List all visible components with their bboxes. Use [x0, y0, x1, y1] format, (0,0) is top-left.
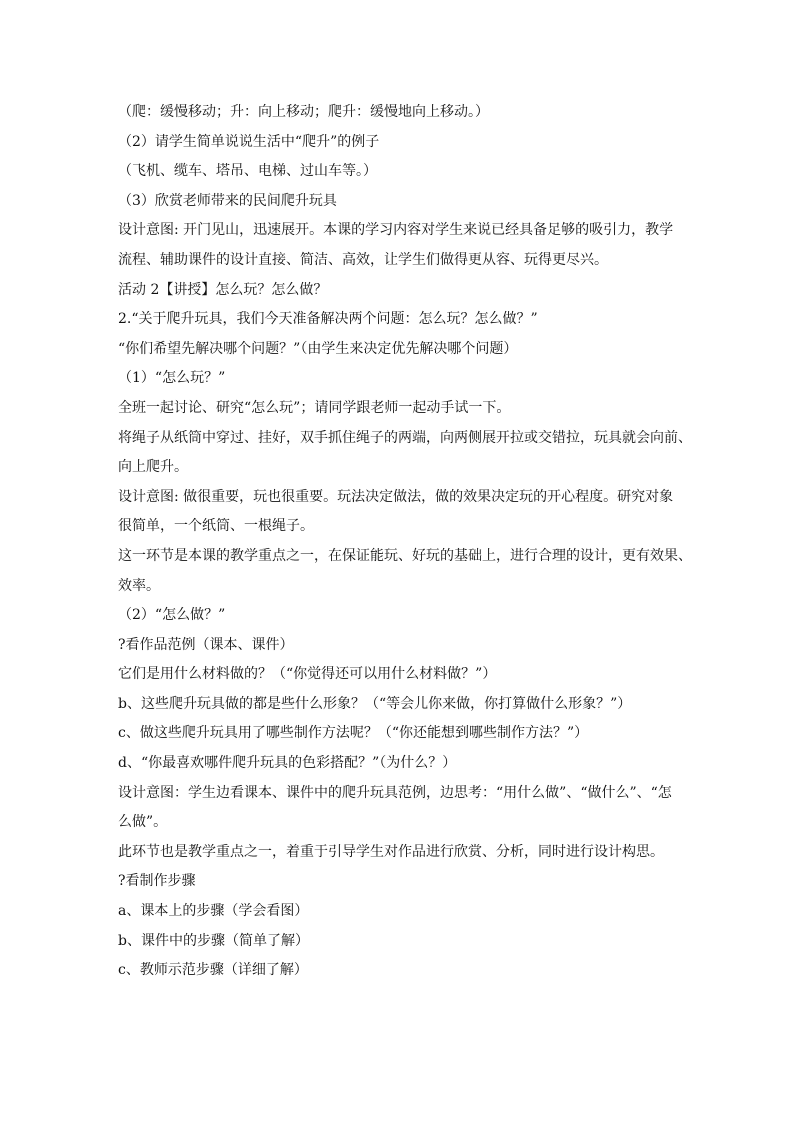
text-line: 这一环节是本课的教学重点之一，在保证能玩、好玩的基础上，进行合理的设计，更有效果、: [118, 547, 692, 564]
text-line: b、课件中的步骤（简单了解）: [118, 932, 309, 949]
text-line: d、“你最喜欢哪件爬升玩具的色彩搭配？”（为什么？）: [118, 755, 457, 772]
text-line: （爬：缓慢移动；升：向上移动；爬升：缓慢地向上移动。）: [118, 104, 489, 120]
text-line: 全班一起讨论、研究“怎么玩”；请同学跟老师一起动手试一下。: [118, 399, 511, 416]
text-line: （2）请学生简单说说生活中“爬升”的例子: [118, 133, 380, 150]
text-line: （3）欣赏老师带来的民间爬升玩具: [118, 192, 337, 209]
document-body: [118, 102, 692, 990]
text-line: a、课本上的步骤（学会看图）: [118, 903, 309, 920]
text-line: （飞机、缆车、塔吊、电梯、过山车等。）: [118, 163, 377, 180]
text-line: 将绳子从纸筒中穿过、挂好，双手抓住绳子的两端，向两侧展开拉或交错拉，玩具就会向前、: [118, 429, 692, 446]
text-line: 流程、辅助课件的设计直接、简洁、高效，让学生们做得更从容、玩得更尽兴。: [118, 251, 608, 268]
section-heading: 活动 2【讲授】怎么玩？怎么做？: [118, 281, 328, 298]
text-line: 设计意图: 做很重要，玩也很重要。玩法决定做法，做的效果决定玩的开心程度。研究对象: [118, 488, 674, 505]
text-line: 向上爬升。: [118, 459, 188, 476]
text-line: c、做这些爬升玩具用了哪些制作方法呢？（“你还能想到哪些制作方法？”）: [118, 725, 589, 742]
text-line: 很简单，一个纸筒、一根绳子。: [118, 518, 314, 535]
text-line: 效率。: [118, 577, 160, 594]
text-line: 设计意图：学生边看课本、课件中的爬升玩具范例，边思考：“用什么做”、“做什么”、“怎: [118, 784, 672, 801]
text-line: （2）“怎么做？”: [118, 607, 226, 624]
text-line: 设计意图: 开门见山，迅速展开。本课的学习内容对学生来说已经具备足够的吸引力，教学: [118, 222, 674, 239]
text-line: 此环节也是教学重点之一，着重于引导学生对作品进行欣赏、分析，同时进行设计构思。: [118, 843, 664, 860]
text-line: ?看制作步骤: [118, 873, 196, 890]
text-line: b、这些爬升玩具做的都是些什么形象？（“等会儿你来做，你打算做什么形象？”）: [118, 695, 632, 712]
text-line: （1）“怎么玩？”: [118, 370, 226, 387]
text-line: ?看作品范例（课本、课件）: [118, 636, 294, 653]
text-line: 2.“关于爬升玩具，我们今天准备解决两个问题：怎么玩？怎么做？”: [118, 311, 538, 328]
text-line: c、教师示范步骤（详细了解）: [118, 962, 308, 979]
text-line: 么做”。: [118, 814, 168, 831]
text-line: 它们是用什么材料做的？（“你觉得还可以用什么材料做？”）: [118, 666, 497, 683]
text-line: “你们希望先解决哪个问题？”（由学生来决定优先解决哪个问题）: [118, 340, 518, 357]
